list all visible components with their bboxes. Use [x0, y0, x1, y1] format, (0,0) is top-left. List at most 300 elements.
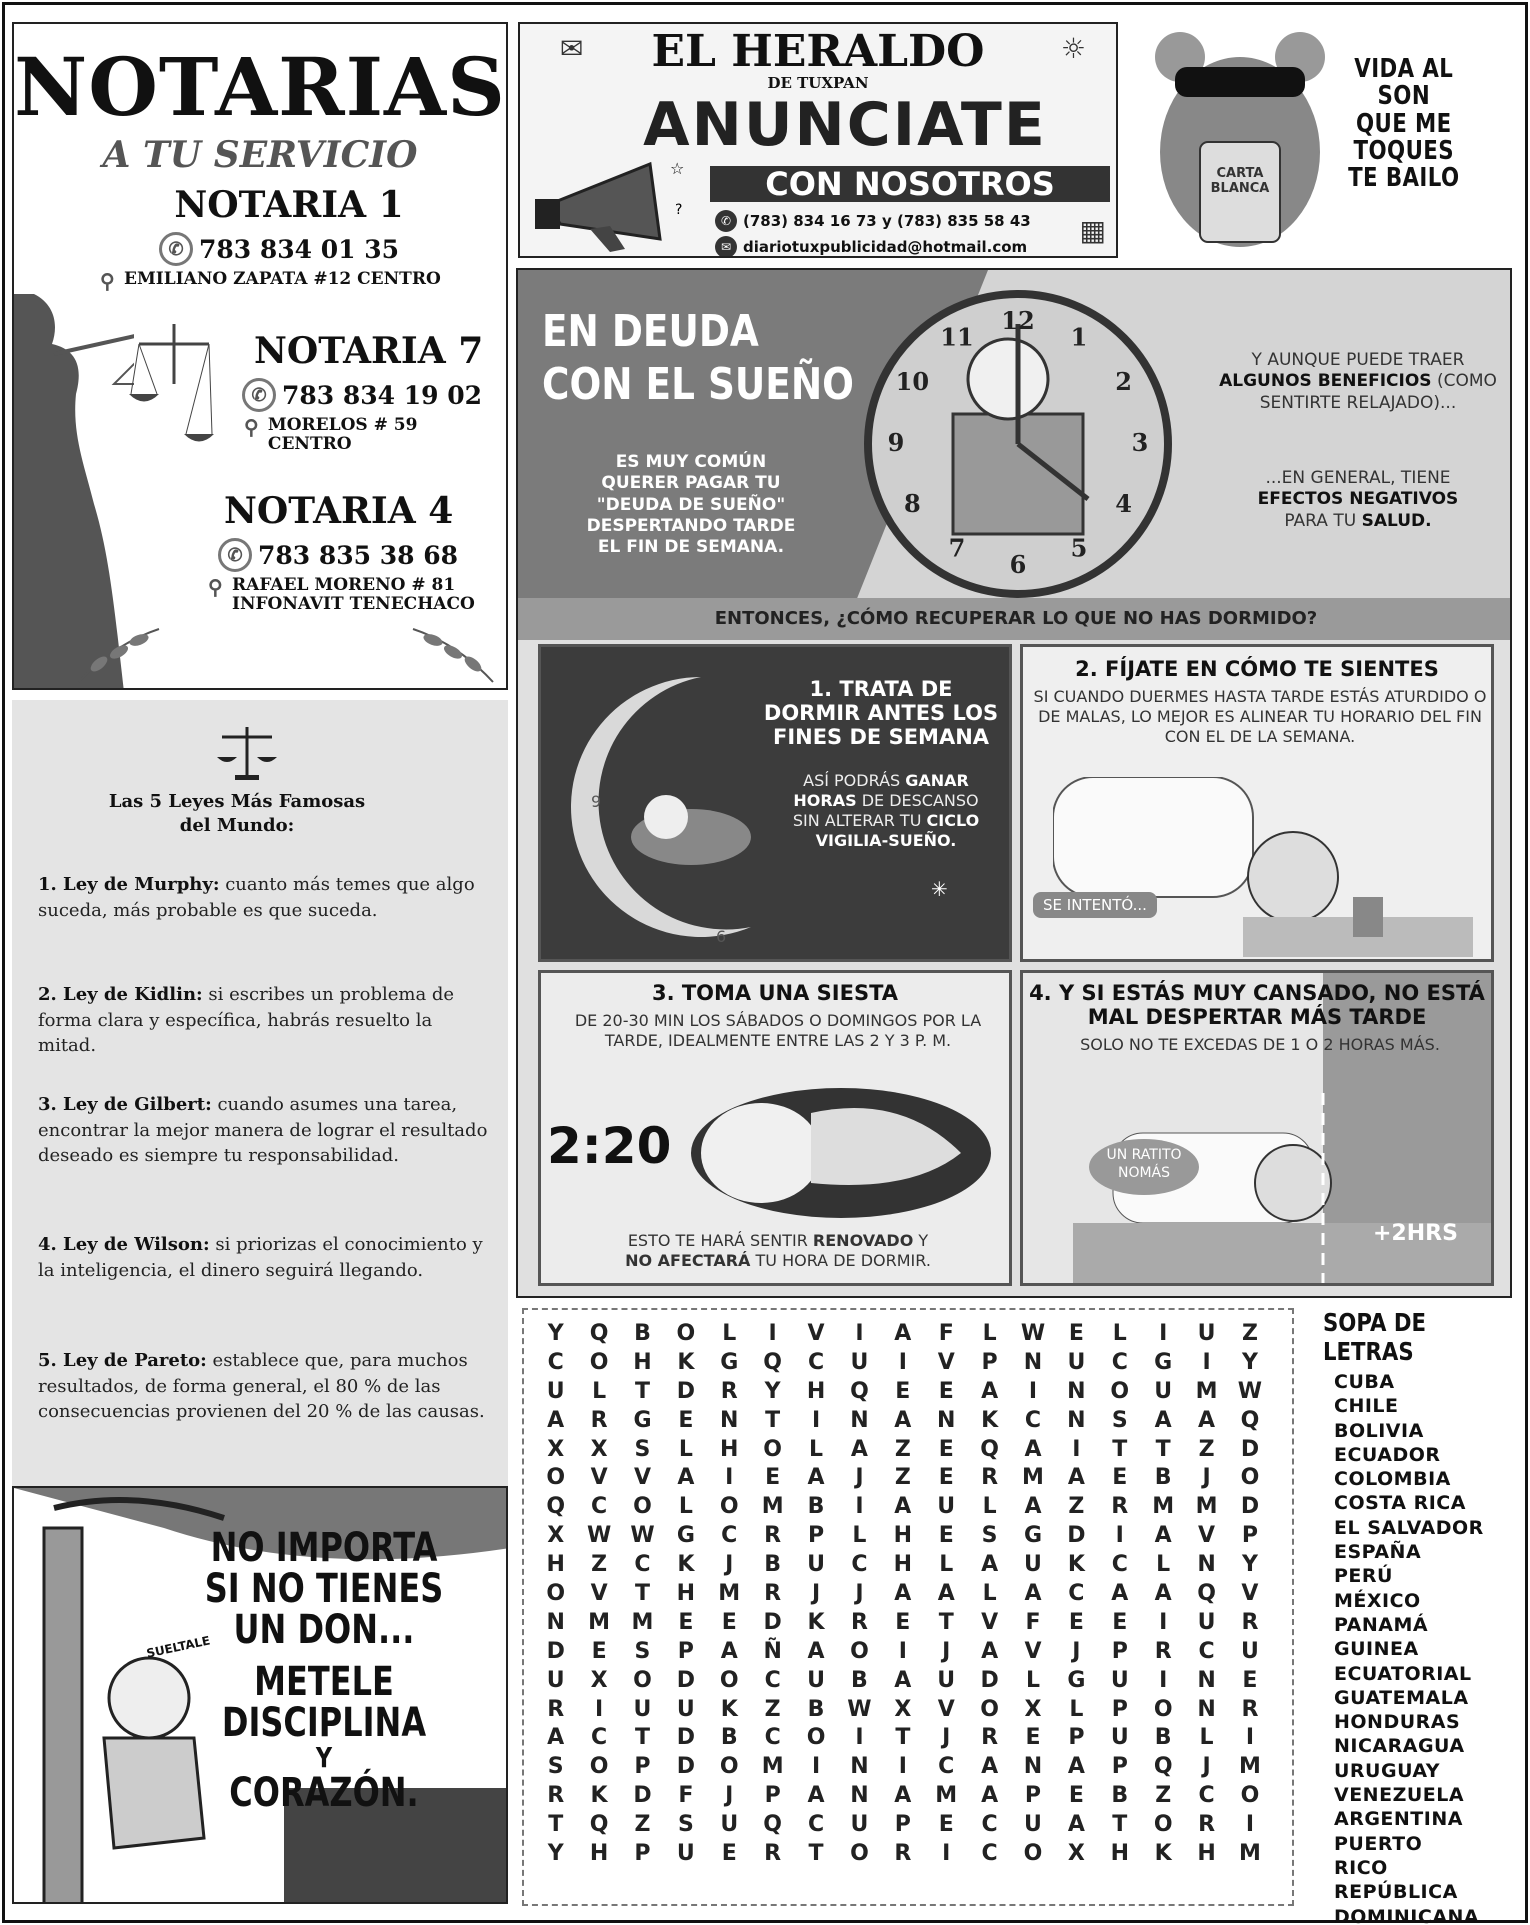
grid-letter: X	[590, 1667, 608, 1693]
grid-letter: U	[937, 1494, 956, 1520]
grid-letter: D	[633, 1783, 652, 1809]
grid-letter: U	[1024, 1552, 1042, 1578]
grid-letter: L	[1156, 1552, 1171, 1578]
grid-letter: A	[937, 1581, 955, 1607]
notaria-1-address: EMILIANO ZAPATA #12 CENTRO	[124, 269, 441, 289]
notaria-4-name: NOTARIA 4	[224, 490, 454, 532]
grid-letter: Z	[1241, 1321, 1258, 1346]
grid-letter: K	[720, 1696, 738, 1722]
grid-letter: A	[981, 1754, 999, 1780]
grid-letter: T	[1112, 1812, 1128, 1838]
grid-letter: Y	[1241, 1552, 1258, 1578]
napping-person-illustration	[671, 1073, 991, 1223]
heraldo-ad	[518, 22, 1118, 258]
grid-letter: C	[1111, 1349, 1128, 1375]
grid-letter: X	[547, 1436, 565, 1462]
notaria-4-address: RAFAEL MORENO # 81 INFONAVIT TENECHACO	[232, 575, 475, 614]
grid-letter: P	[1111, 1696, 1128, 1722]
grid-letter: I	[594, 1696, 604, 1722]
notaria-7	[244, 330, 506, 454]
grid-letter: S	[634, 1638, 651, 1664]
grid-letter: I	[942, 1841, 951, 1867]
grid-letter: A	[1067, 1465, 1085, 1491]
sleep-infographic	[516, 268, 1512, 1298]
word-list-item: RICO	[1334, 1856, 1388, 1879]
grid-letter: Z	[894, 1465, 911, 1491]
grid-letter: D	[676, 1667, 695, 1693]
grid-letter: I	[898, 1638, 907, 1664]
grid-letter: H	[1197, 1841, 1216, 1867]
grid-letter: I	[1159, 1609, 1168, 1635]
grid-letter: P	[894, 1812, 911, 1838]
word-list-item: ECUADOR	[1334, 1443, 1441, 1466]
grid-letter: C	[634, 1552, 651, 1578]
grid-letter: E	[938, 1465, 954, 1491]
grid-letter: M	[761, 1754, 784, 1780]
grid-letter: A	[720, 1638, 738, 1664]
word-list-item: NICARAGUA	[1334, 1735, 1465, 1758]
grid-letter: I	[1245, 1725, 1255, 1751]
notaria-4-address-row	[208, 576, 475, 613]
word-list-item: GUINEA	[1334, 1638, 1419, 1661]
phone-icon: ✆	[715, 210, 737, 232]
grid-letter: J	[725, 1552, 734, 1578]
grid-letter: N	[546, 1609, 565, 1635]
clock-number: 12	[1001, 306, 1035, 335]
grid-letter: A	[894, 1321, 912, 1346]
tip-card-4	[1020, 970, 1494, 1286]
grid-letter: X	[1067, 1841, 1085, 1867]
grid-letter: A	[1154, 1523, 1172, 1549]
grid-letter: M	[1195, 1378, 1218, 1404]
grid-letter: I	[811, 1407, 821, 1433]
grid-letter: R	[1198, 1812, 1216, 1838]
grid-letter: T	[895, 1725, 911, 1751]
grid-letter: C	[851, 1552, 868, 1578]
grid-letter: K	[981, 1407, 999, 1433]
grid-letter: Q	[1240, 1407, 1260, 1433]
grid-letter: D	[1067, 1523, 1086, 1549]
grid-letter: C	[591, 1494, 608, 1520]
lightbulb-icon: ☼	[1060, 32, 1086, 65]
grid-letter: P	[1111, 1638, 1128, 1664]
grid-letter: S	[1111, 1407, 1128, 1433]
star-icon: ✳	[931, 877, 948, 901]
grid-letter: J	[811, 1581, 821, 1607]
grid-letter: C	[764, 1667, 781, 1693]
grid-letter: J	[855, 1581, 864, 1607]
grid-letter: E	[721, 1841, 737, 1867]
word-list-item: ESPAÑA	[1334, 1541, 1422, 1564]
grid-letter: T	[548, 1812, 564, 1838]
notaria-1	[100, 184, 441, 293]
phone-icon: ✆	[242, 378, 276, 412]
grid-letter: A	[1067, 1754, 1085, 1780]
grid-letter: U	[676, 1696, 695, 1722]
svg-text:?: ?	[675, 202, 683, 218]
motivational-poster	[12, 1486, 508, 1904]
grid-letter: U	[1110, 1725, 1129, 1751]
clock-number: 11	[940, 322, 974, 352]
grid-letter: A	[981, 1378, 999, 1404]
scales-icon	[217, 722, 277, 782]
tip-1-body: ASÍ PODRÁS GANAR HORAS DE DESCANSO SIN ALTERAR TU CICLO VIGILIA-SUEÑO.	[792, 771, 980, 850]
tip-1-title: 1. TRATA DE DORMIR ANTES LOS FINES DE SEMANA	[763, 677, 999, 750]
grid-letter: F	[938, 1321, 954, 1346]
tip-2-body: SI CUANDO DUERMES HASTA TARDE ESTÁS ATURDIDO O DE MALAS, LO MEJOR ES ALINEAR TU HORARIO DEL FIN CON EL DE LA SEMANA.	[1033, 687, 1487, 746]
grid-letter: L	[1199, 1725, 1214, 1751]
grid-letter: A	[981, 1638, 999, 1664]
grid-letter: R	[894, 1841, 912, 1867]
grid-letter: O	[850, 1841, 869, 1867]
grid-letter: M	[1238, 1754, 1261, 1780]
grid-letter: K	[590, 1783, 608, 1809]
grid-letter: Y	[547, 1321, 564, 1346]
phone-icon: ✆	[159, 232, 193, 266]
grid-letter: R	[850, 1609, 868, 1635]
grid-letter: K	[807, 1609, 825, 1635]
word-list-item: ARGENTINA	[1334, 1808, 1463, 1831]
word-list-item: MÉXICO	[1334, 1589, 1421, 1612]
grid-letter: N	[1023, 1754, 1043, 1780]
grid-letter: T	[1155, 1436, 1171, 1462]
grid-letter: Y	[764, 1378, 781, 1404]
notaria-4-phone: 783 835 38 68	[258, 540, 459, 570]
grid-letter: O	[719, 1754, 739, 1780]
grid-letter: O	[719, 1494, 739, 1520]
grid-letter: J	[725, 1783, 734, 1809]
grid-letter: I	[1115, 1523, 1124, 1549]
tip-4-badge: +2HRS	[1373, 1221, 1458, 1246]
ley-item: 1. Ley de Murphy: cuanto más temes que algo suceda, más probable es que suceda.	[38, 874, 475, 921]
grid-letter: A	[1024, 1436, 1042, 1462]
grid-letter: P	[677, 1638, 694, 1664]
map-pin-icon: ⚲	[100, 269, 115, 293]
heraldo-headline: ANUNCIATE	[643, 90, 1047, 160]
grid-letter: J	[942, 1638, 951, 1664]
grid-letter: L	[1069, 1696, 1084, 1722]
grid-letter: B	[851, 1667, 868, 1693]
grid-letter: C	[1111, 1552, 1128, 1578]
grid-letter: C	[938, 1754, 955, 1780]
word-list-item: COSTA RICA	[1334, 1492, 1466, 1515]
word-list-item: PANAMÁ	[1334, 1613, 1429, 1636]
grid-letter: P	[981, 1349, 998, 1375]
word-list-item: EL SALVADOR	[1334, 1516, 1484, 1539]
tip-4-title: 4. Y SI ESTÁS MUY CANSADO, NO ESTÁ MAL DESPERTAR MÁS TARDE	[1029, 981, 1485, 1030]
clock-number: 7	[948, 533, 966, 563]
tip-4-body: SOLO NO TE EXCEDAS DE 1 O 2 HORAS MÁS.	[1080, 1035, 1440, 1054]
heraldo-subtitle: DE TUXPAN	[767, 74, 869, 92]
nap-time: 2:20	[547, 1117, 672, 1175]
notaria-1-name: NOTARIA 1	[174, 184, 404, 226]
sleep-right-note-2: ...EN GENERAL, TIENE EFECTOS NEGATIVOS PARA TU SALUD.	[1257, 468, 1459, 531]
grid-letter: Y	[547, 1841, 564, 1867]
grid-letter: O	[676, 1321, 696, 1346]
grid-letter: N	[1023, 1349, 1043, 1375]
tip-3-footer: ESTO TE HARÁ SENTIR RENOVADO Y NO AFECTARÁ TU HORA DE DORMIR.	[625, 1231, 931, 1270]
tip-card-3	[538, 970, 1012, 1286]
grid-letter: H	[806, 1378, 826, 1404]
letter-grid	[534, 1320, 1272, 1869]
grid-letter: I	[1159, 1321, 1168, 1346]
word-search-title: SOPA DE LETRAS	[1323, 1308, 1426, 1366]
grid-letter: P	[1024, 1783, 1042, 1809]
grid-letter: M	[1152, 1494, 1175, 1520]
grid-letter: V	[590, 1581, 608, 1607]
email-icon: ✉	[715, 236, 737, 258]
notaria-1-address-row	[100, 270, 441, 292]
clock-number: 6	[1009, 550, 1027, 579]
grid-letter: X	[894, 1696, 912, 1722]
grid-letter: B	[634, 1321, 651, 1346]
grid-letter: J	[1202, 1754, 1211, 1780]
grid-letter: R	[547, 1696, 565, 1722]
grid-letter: A	[981, 1783, 999, 1809]
grid-letter: U	[546, 1378, 565, 1404]
grid-letter: U	[1197, 1609, 1216, 1635]
grid-letter: P	[634, 1841, 651, 1867]
grid-letter: E	[1025, 1725, 1041, 1751]
grid-letter: A	[1024, 1494, 1042, 1520]
grid-letter: A	[894, 1783, 912, 1809]
grid-letter: D	[676, 1378, 695, 1404]
grid-letter: X	[1024, 1696, 1042, 1722]
grid-letter: B	[807, 1696, 825, 1722]
grid-letter: P	[634, 1754, 651, 1780]
grid-letter: E	[895, 1609, 911, 1635]
grid-letter: I	[1159, 1667, 1168, 1693]
grid-letter: Z	[1198, 1436, 1215, 1462]
grid-letter: Ñ	[763, 1638, 782, 1664]
notaria-4-phone-row	[218, 538, 475, 572]
sleep-title: EN DEUDA CON EL SUEÑO	[542, 306, 854, 410]
grid-letter: Z	[634, 1812, 651, 1838]
grid-letter: L	[1025, 1667, 1040, 1693]
grid-letter: V	[981, 1609, 999, 1635]
grid-letter: M	[718, 1581, 741, 1607]
grid-letter: J	[942, 1725, 951, 1751]
svg-text:☆: ☆	[670, 159, 685, 178]
map-pin-icon: ⚲	[208, 575, 223, 599]
notaria-1-phone: 783 834 01 35	[199, 234, 400, 264]
notaria-7-name: NOTARIA 7	[254, 330, 484, 372]
word-list-item: HONDURAS	[1334, 1711, 1461, 1734]
grid-letter: K	[677, 1552, 695, 1578]
grid-letter: C	[1024, 1407, 1042, 1433]
grid-letter: O	[1023, 1841, 1043, 1867]
grid-letter: B	[1154, 1725, 1172, 1751]
grid-letter: R	[764, 1523, 782, 1549]
grid-letter: L	[982, 1581, 997, 1607]
word-list-item: CUBA	[1334, 1371, 1395, 1393]
grid-letter: E	[1112, 1465, 1128, 1491]
can-label-2: BLANCA	[1210, 181, 1270, 196]
grid-letter: D	[1240, 1436, 1260, 1462]
grid-letter: A	[807, 1783, 825, 1809]
grid-letter: I	[855, 1725, 864, 1751]
grid-letter: C	[807, 1812, 825, 1838]
grid-letter: C	[721, 1523, 738, 1549]
grid-letter: I	[898, 1754, 907, 1780]
grid-letter: I	[855, 1494, 864, 1520]
grid-letter: Z	[764, 1696, 781, 1722]
grid-letter: L	[939, 1552, 954, 1578]
motivational-text: NO IMPORTA SI NO TIENES UN DON... METELE DISCIPLINA Y CORAZÓN.	[204, 1525, 444, 1816]
grid-letter: R	[720, 1378, 738, 1404]
grid-letter: W	[586, 1523, 612, 1549]
grid-letter: A	[894, 1407, 912, 1433]
grid-letter: G	[720, 1349, 739, 1375]
grid-letter: V	[807, 1321, 825, 1346]
grid-letter: V	[590, 1465, 608, 1491]
grid-letter: P	[764, 1783, 781, 1809]
clock-number: 5	[1070, 533, 1088, 563]
grid-letter: V	[1198, 1523, 1216, 1549]
word-list-item: PUERTO	[1334, 1832, 1423, 1855]
grid-letter: P	[1111, 1754, 1128, 1780]
heraldo-email: diariotuxpublicidad@hotmail.com	[743, 238, 1028, 256]
grid-letter: W	[1020, 1321, 1046, 1346]
grid-letter: Z	[1155, 1783, 1172, 1809]
grid-letter: J	[855, 1465, 864, 1491]
grid-letter: O	[763, 1436, 782, 1462]
grid-letter: R	[764, 1581, 782, 1607]
grid-letter: V	[633, 1465, 651, 1491]
svg-text:6: 6	[716, 927, 727, 946]
grid-letter: H	[589, 1841, 609, 1867]
grid-letter: O	[546, 1581, 566, 1607]
heraldo-phones: (783) 834 16 73 y (783) 835 58 43	[743, 212, 1031, 230]
grid-letter: O	[633, 1667, 652, 1693]
grid-letter: H	[633, 1349, 652, 1375]
grid-letter: E	[721, 1609, 737, 1635]
heraldo-title: EL HERALDO	[651, 26, 985, 77]
grid-letter: L	[1112, 1321, 1127, 1346]
heraldo-email-row	[715, 236, 1027, 258]
grid-letter: T	[634, 1581, 650, 1607]
tip-3-body: DE 20-30 MIN LOS SÁBADOS O DOMINGOS POR LA TARDE, IDEALMENTE ENTRE LAS 2 Y 3 P. M.	[574, 1011, 982, 1050]
grid-letter: Q	[589, 1321, 609, 1346]
grid-letter: N	[1067, 1407, 1086, 1433]
grid-letter: K	[1154, 1841, 1172, 1867]
grid-letter: N	[850, 1783, 869, 1809]
grid-letter: U	[1197, 1321, 1216, 1346]
grid-letter: E	[678, 1407, 694, 1433]
grid-letter: U	[1241, 1638, 1259, 1664]
grid-letter: B	[764, 1552, 782, 1578]
leaves-decoration	[408, 624, 498, 684]
grid-letter: E	[678, 1609, 694, 1635]
grid-letter: S	[981, 1523, 998, 1549]
grid-letter: A	[807, 1638, 825, 1664]
grid-letter: N	[937, 1407, 956, 1433]
clock-number: 4	[1115, 489, 1133, 518]
grid-letter: U	[546, 1667, 565, 1693]
word-search-list	[1322, 1308, 1522, 1925]
grid-letter: Q	[1197, 1581, 1216, 1607]
grid-letter: Q	[1153, 1754, 1173, 1780]
grid-letter: C	[981, 1812, 998, 1838]
grid-letter: E	[938, 1523, 954, 1549]
grid-letter: Q	[850, 1378, 869, 1404]
grid-letter: G	[676, 1523, 695, 1549]
grid-letter: E	[1242, 1667, 1258, 1693]
sleep-intro: ES MUY COMÚN QUERER PAGAR TU "DEUDA DE SUEÑO" DESPERTANDO TARDE EL FIN DE SEMANA.	[586, 452, 796, 557]
hamster-illustration	[1140, 22, 1340, 258]
grid-letter: A	[850, 1436, 868, 1462]
grid-letter: H	[893, 1523, 913, 1549]
grid-letter: O	[589, 1349, 609, 1375]
grid-letter: M	[761, 1494, 784, 1520]
grid-letter: U	[1067, 1349, 1086, 1375]
grid-letter: Z	[894, 1436, 911, 1462]
calendar-icon: ▦	[1079, 214, 1106, 247]
grid-letter: O	[1153, 1812, 1173, 1838]
grid-letter: L	[722, 1321, 737, 1346]
leyes-heading: Las 5 Leyes Más Famosas del Mundo:	[108, 791, 366, 837]
grid-letter: I	[1245, 1812, 1255, 1838]
grid-letter: E	[1112, 1609, 1128, 1635]
grid-letter: T	[938, 1609, 954, 1635]
grid-letter: I	[855, 1321, 864, 1346]
grid-letter: J	[1072, 1638, 1081, 1664]
grid-letter: L	[678, 1436, 693, 1462]
grid-letter: H	[1110, 1841, 1129, 1867]
grid-letter: L	[852, 1523, 867, 1549]
grid-letter: V	[1024, 1638, 1042, 1664]
grid-letter: C	[547, 1349, 564, 1375]
grid-letter: E	[765, 1465, 781, 1491]
grid-letter: L	[982, 1494, 997, 1520]
grid-letter: M	[631, 1609, 654, 1635]
grid-letter: U	[850, 1812, 869, 1838]
grid-letter: C	[807, 1349, 825, 1375]
grid-letter: Q	[589, 1812, 609, 1838]
grid-letter: W	[1237, 1378, 1263, 1404]
tip-4-bubble: UN RATITO NOMÁS	[1089, 1139, 1199, 1195]
grid-letter: I	[725, 1465, 734, 1491]
grid-letter: A	[677, 1465, 695, 1491]
grid-letter: A	[981, 1552, 999, 1578]
grid-letter: I	[898, 1349, 907, 1375]
grid-letter: C	[981, 1841, 998, 1867]
grid-letter: U	[676, 1841, 695, 1867]
tip-3-title: 3. TOMA UNA SIESTA	[651, 981, 899, 1005]
hamster-caption: VIDA AL SON QUE ME TOQUES TE BAILO	[1348, 54, 1460, 194]
grid-letter: C	[1198, 1638, 1215, 1664]
grid-letter: T	[808, 1841, 824, 1867]
grid-letter: N	[1197, 1667, 1216, 1693]
tip-2-title: 2. FÍJATE EN CÓMO TE SIENTES	[1075, 657, 1439, 681]
grid-letter: Z	[591, 1552, 608, 1578]
svg-text:9: 9	[591, 792, 602, 811]
phone-icon: ✆	[218, 538, 252, 572]
grid-letter: M	[1195, 1494, 1218, 1520]
grid-letter: S	[677, 1812, 694, 1838]
grid-letter: I	[768, 1321, 777, 1346]
map-pin-icon: ⚲	[244, 415, 259, 439]
grid-letter: D	[546, 1638, 565, 1664]
grid-letter: A	[1154, 1581, 1172, 1607]
grid-letter: U	[633, 1696, 652, 1722]
grid-letter: G	[1023, 1523, 1043, 1549]
grid-letter: E	[938, 1378, 954, 1404]
grid-letter: A	[1067, 1812, 1085, 1838]
clock-illustration	[858, 284, 1178, 604]
clock-number: 2	[1115, 367, 1133, 396]
grid-letter: H	[546, 1552, 565, 1578]
